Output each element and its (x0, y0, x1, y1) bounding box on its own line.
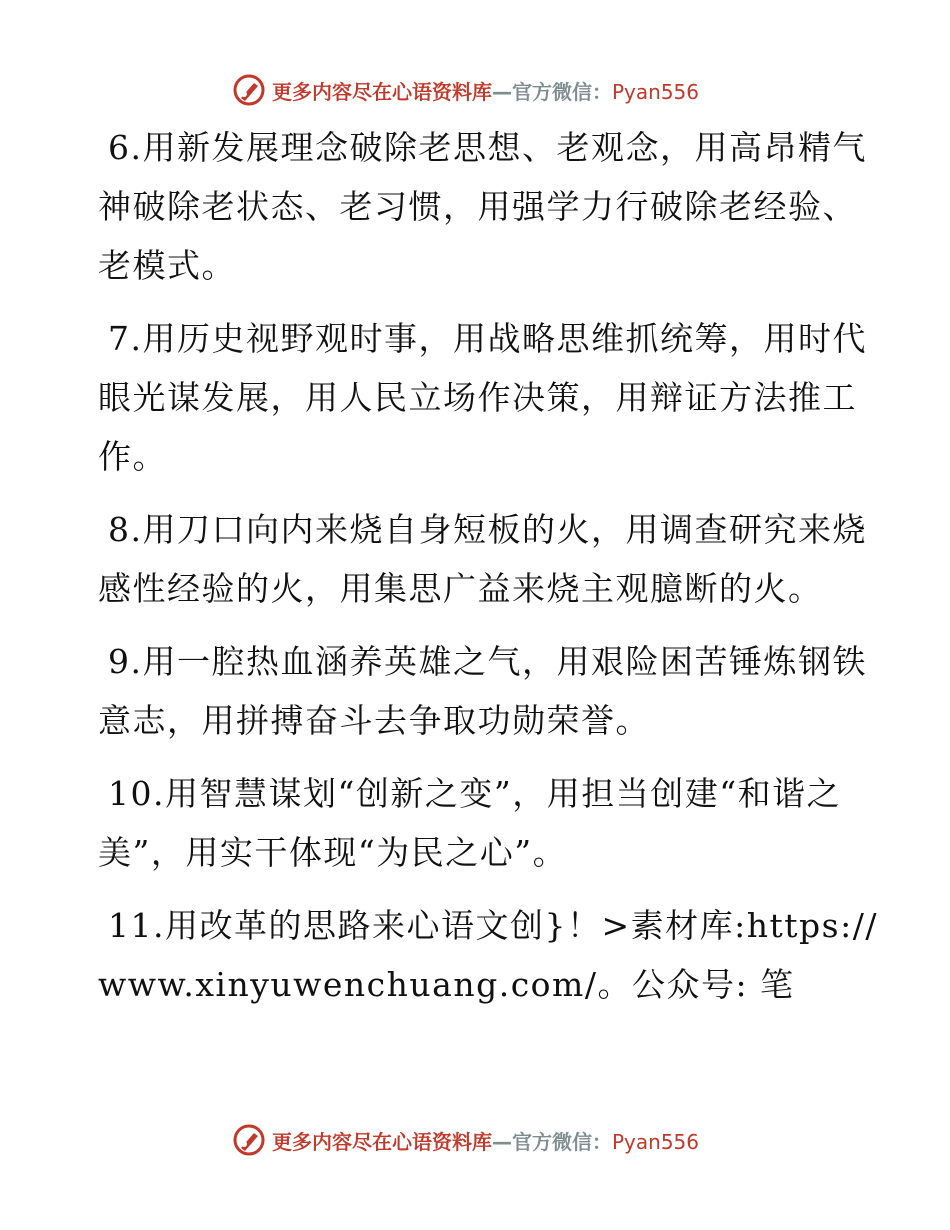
watermark-brand: 更多内容尽在心语资料库 (272, 1129, 492, 1154)
paragraph-6 (98, 118, 878, 295)
paragraph-text: 10.用智慧谋划“创新之变”，用担当创建“和谐之美”，用实干体现“为民之心”。 (98, 774, 842, 872)
watermark-separator: — (492, 1129, 512, 1154)
watermark-wechat-id: Pyan556 (612, 1129, 700, 1154)
paragraph-8 (98, 500, 878, 618)
paragraph-text: 9.用一腔热血涵养英雄之气，用艰险困苦锤炼钢铁意志，用拼搏奋斗去争取功勋荣誉。 (98, 642, 867, 740)
document-body (98, 118, 878, 1028)
paragraph-text: 8.用刀口向内来烧自身短板的火，用调查研究来烧感性经验的火，用集思广益来烧主观臆断的火。 (98, 510, 867, 608)
watermark-wechat-label: 官方微信： (512, 1129, 612, 1154)
paragraph-text: 11.用改革的思路来心语文创}！>素材库:https://www.xinyuwenchuang.com/。公众号: 笔 (98, 906, 878, 1004)
footer-watermark (232, 1120, 712, 1160)
watermark-text (272, 76, 699, 105)
watermark-wechat-id: Pyan556 (612, 79, 700, 104)
paragraph-7 (98, 309, 878, 486)
pen-logo-icon (232, 1123, 266, 1157)
paragraph-text: 7.用历史视野观时事，用战略思维抓统筹，用时代眼光谋发展，用人民立场作决策，用辩证方法推工作。 (98, 319, 867, 476)
header-watermark (232, 70, 712, 110)
paragraph-10 (98, 764, 878, 882)
paragraph-9 (98, 632, 878, 750)
paragraph-11 (98, 896, 878, 1014)
watermark-separator: — (492, 79, 512, 104)
pen-logo-icon (232, 73, 266, 107)
watermark-brand: 更多内容尽在心语资料库 (272, 79, 492, 104)
paragraph-text: 6.用新发展理念破除老思想、老观念，用高昂精气神破除老状态、老习惯，用强学力行破除老经验、老模式。 (98, 128, 867, 285)
watermark-text (272, 1126, 699, 1155)
watermark-wechat-label: 官方微信： (512, 79, 612, 104)
